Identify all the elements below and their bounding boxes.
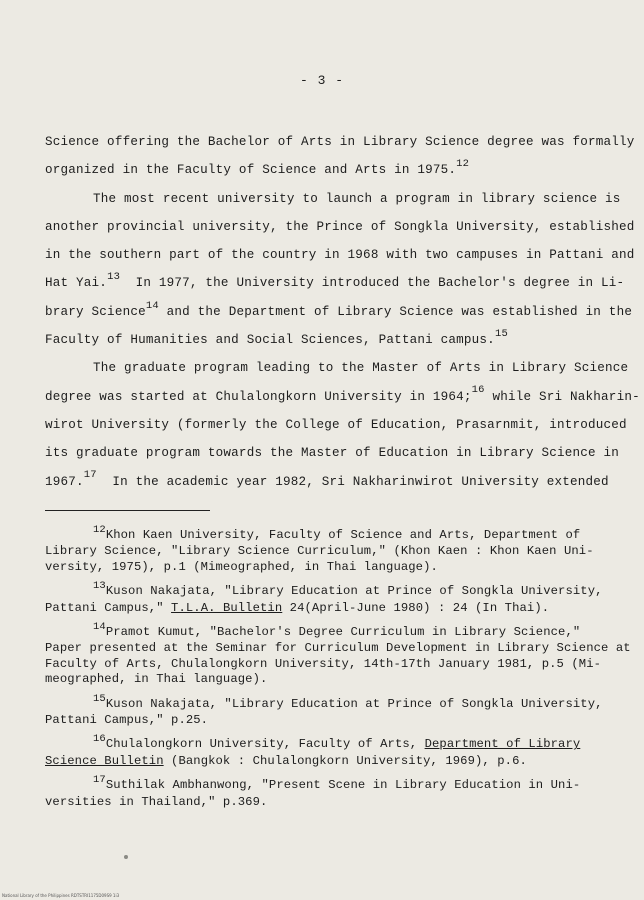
journal-title: Science Bulletin xyxy=(45,753,164,768)
text-line: Faculty of Humanities and Social Sciences, Pattani campus.$^{15}$ xyxy=(45,327,508,348)
footnote-ref: 15 xyxy=(494,327,508,340)
footnote-16: 16Chulalongkorn University, Faculty of Arts, Department of Library Science Bulletin (Bangkok : Chulalongkorn University, 1969), p.6. xyxy=(45,733,581,768)
footnote-number: 12 xyxy=(93,524,106,536)
text-line: brary Science$^{14}$ and the Department of Library Science was established in the xyxy=(45,299,633,319)
footnote-ref: 17 xyxy=(83,469,97,482)
footnote-12: 12Khon Kaen University, Faculty of Science and Arts, Department of Library Science, "Library Science Curriculum," (Khon Kaen : Khon Kaen Uni- versity, 1975), p.1 (Mimeographed, in Thai language). xyxy=(45,524,594,574)
page-number: - 3 - xyxy=(299,73,344,88)
footnote-17: 17Suthilak Ambhanwong, "Present Scene in Library Education in Uni- versities in Thailand," p.369. xyxy=(45,774,581,809)
footnote-number: 17 xyxy=(93,774,106,787)
journal-title: Department of Library xyxy=(424,737,581,752)
journal-title: T.L.A. Bulletin xyxy=(171,600,283,615)
text-line: in the southern part of the country in 1968 with two campuses in Pattani and xyxy=(45,248,635,263)
footnote-separator xyxy=(45,510,210,511)
text-line: organized in the Faculty of Science and Arts in 1975.12 xyxy=(45,158,470,178)
text-line: Hat Yai.$^{13}$ In 1977, the University introduced the Bachelor's degree in Li- xyxy=(45,271,625,291)
footnote-number: 15 xyxy=(93,692,106,705)
text-line: 1967.17 In the academic year 1982, Sri Nakharinwirot University extended xyxy=(45,469,609,489)
footnote-ref: 14 xyxy=(145,299,159,312)
text-line: another provincial university, the Prince of Songkla University, established xyxy=(45,219,635,234)
footnote-ref: 13 xyxy=(107,271,121,284)
text-line: The graduate program leading to the Master of Arts in Library Science xyxy=(93,361,629,376)
footnote-15: 15Kuson Nakajata, "Library Education at Prince of Songkla University, Pattani Campus," p.25. xyxy=(45,692,603,728)
text-line: its graduate program towards the Master of Education in Library Science in xyxy=(45,446,620,461)
text-line: degree was started at Chulalongkorn University in 1964;$^{16}$ while Sri Nakharin- xyxy=(45,384,640,404)
scan-speck xyxy=(124,855,128,859)
body-text xyxy=(45,128,640,496)
footnote-ref: 16 xyxy=(471,384,485,397)
footnote-14: 14Pramot Kumut, "Bachelor's Degree Curriculum in Library Science," Paper presented at the Seminar for Curriculum Development in Library Science at Faculty of Arts, Chulalongkorn University, 14th-17th January 1981, p.5 (Mi- meographed, in Thai language). xyxy=(45,621,631,687)
footnote-13: 13Kuson Nakajata, "Library Education at Prince of Songkla University, Pattani Campus," T.L.A. Bulletin 24(April-June 1980) : 24 (In Thai). xyxy=(45,580,603,615)
footnote-number: 13 xyxy=(93,580,106,593)
text-line: Science offering the Bachelor of Arts in Library Science degree was formally xyxy=(45,135,635,149)
scan-footer: National Library of the Philippines RDTSTRI1175D09S9 1i3 xyxy=(2,893,120,898)
text-line: wirot University (formerly the College of Education, Prasarnmit, introduced xyxy=(45,417,627,432)
text-line: The most recent university to launch a program in library science is xyxy=(93,191,621,206)
footnote-number: 16 xyxy=(93,733,106,746)
footnote-number: 14 xyxy=(93,621,106,634)
footnote-ref: 12 xyxy=(456,158,470,171)
footnotes xyxy=(45,524,631,819)
